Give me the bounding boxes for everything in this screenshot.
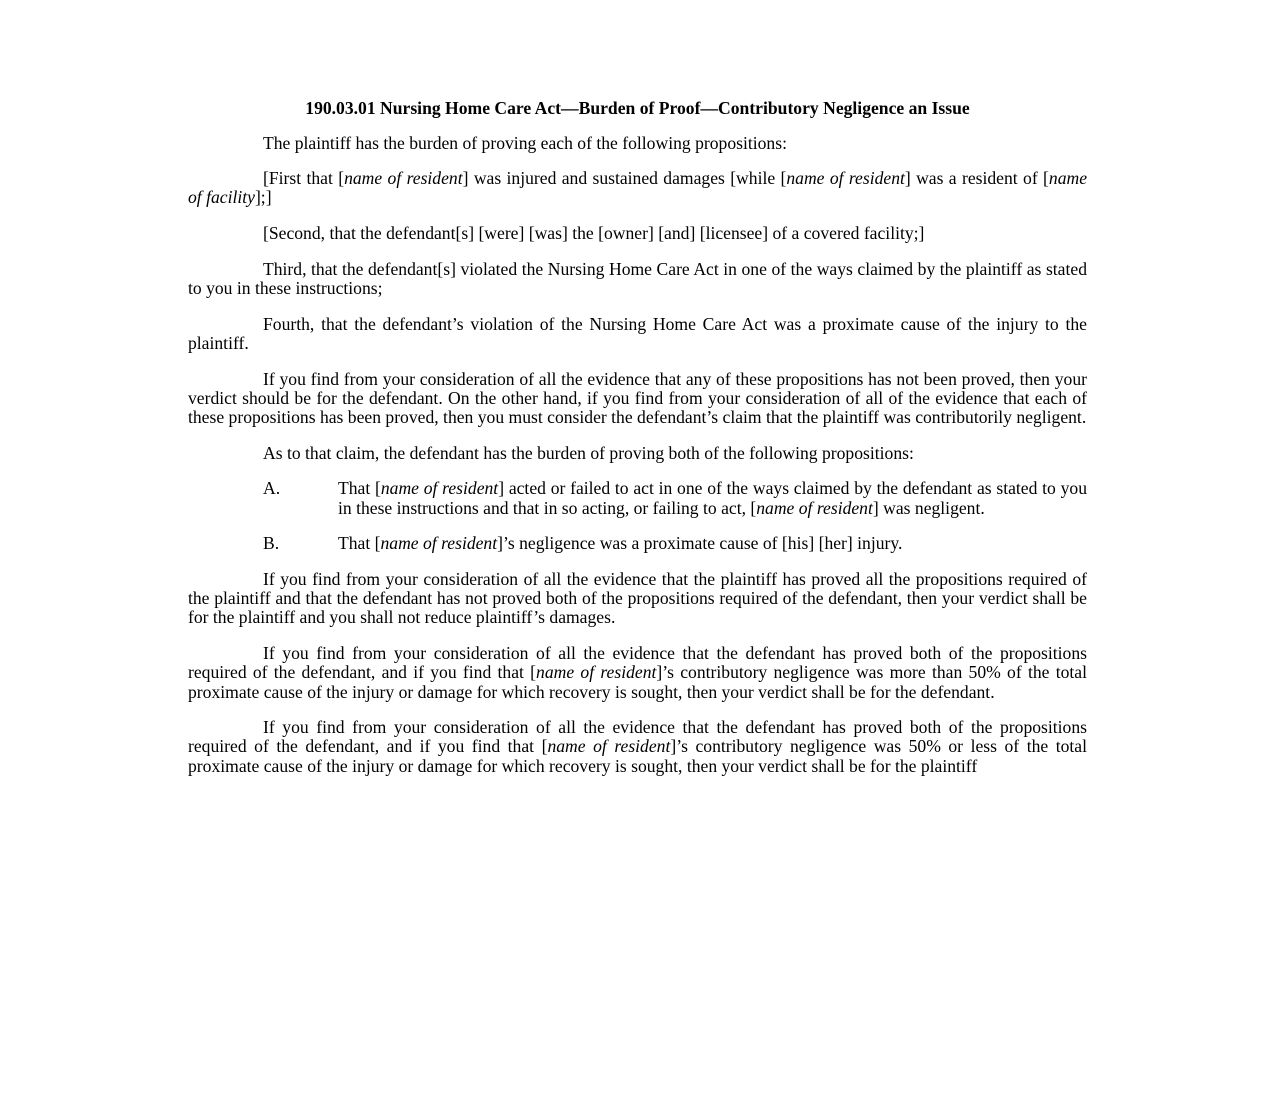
text-run: That [ xyxy=(338,478,381,499)
placeholder-text: name of resident xyxy=(786,168,905,189)
text-run: [First that [ xyxy=(263,168,345,189)
placeholder-text: name of resident xyxy=(380,478,499,499)
text-run: ]’s contributory negligence was more than 50% of the total proximate cause of the injury or damage for which recovery is sought, then your verdict shall be for the defendant. xyxy=(188,662,1088,702)
first-proposition xyxy=(188,169,1087,207)
document-page xyxy=(188,99,1087,792)
text-run: ] was negligent. xyxy=(872,497,985,518)
text-run: ] was a resident of [ xyxy=(904,168,1049,189)
list-label: A. xyxy=(263,478,281,499)
defendant-proposition-a xyxy=(188,479,1087,517)
text-run: ];] xyxy=(254,187,272,208)
list-label: B. xyxy=(263,533,280,554)
third-proposition: Third, that the defendant[s] violated the Nursing Home Care Act in one of the ways claimed by the plaintiff as stated to you in these instructions; xyxy=(188,258,1087,299)
50-or-less-paragraph xyxy=(188,718,1087,776)
second-proposition: [Second, that the defendant[s] [were] [was] the [owner] [and] [licensee] of a covered facility;] xyxy=(263,223,925,244)
text-run: ]’s contributory negligence was 50% or less of the total proximate cause of the injury or damage for which recovery is sought, then your verdict shall be for the plaintiff xyxy=(188,736,1087,776)
plaintiff-verdict-paragraph: If you find from your consideration of all the evidence that the plaintiff has proved all the propositions required of the plaintiff and that the defendant has not proved both of the propositions required of the defendant, then your verdict shall be for the plaintiff and you shall not reduce plaintiff’s damages. xyxy=(188,569,1087,628)
text-run: If you find from your consideration of all the evidence that the defendant has proved both of the propositions required of the defendant, and if you find that [ xyxy=(188,717,1087,757)
text-run: ]’s negligence was a proximate cause of [his] [her] injury. xyxy=(497,533,903,554)
text-run: If you find from your consideration of all the evidence that the defendant has proved both of the propositions required of the defendant, and if you find that [ xyxy=(188,643,1087,683)
fourth-proposition: Fourth, that the defendant’s violation of the Nursing Home Care Act was a proximate cause of the injury to the plaintiff. xyxy=(188,313,1087,353)
placeholder-text: name of resident xyxy=(756,497,873,518)
placeholder-text: name of resident xyxy=(344,168,463,189)
text-run: That [ xyxy=(338,533,381,554)
placeholder-text: name of facility xyxy=(188,168,1087,208)
not-proved-paragraph: If you find from your consideration of all the evidence that any of these propositions has not been proved, then your verdict should be for the defendant. On the other hand, if you find from your consideration of all of the evidence that each of these propositions has been proved, then you must consider the defendant’s claim that the plaintiff was contributorily negligent. xyxy=(188,368,1087,428)
placeholder-text: name of resident xyxy=(547,736,671,757)
defendant-proposition-b xyxy=(188,534,1087,553)
placeholder-text: name of resident xyxy=(536,662,657,683)
text-run: ] acted or failed to act in one of the ways claimed by the defendant as stated to you in these instructions and that in so acting, or failing to act, [ xyxy=(338,478,1087,518)
placeholder-text: name of resident xyxy=(380,533,498,554)
more-than-50-paragraph xyxy=(188,644,1087,702)
defendant-claim-paragraph: As to that claim, the defendant has the burden of proving both of the following propositions: xyxy=(263,442,914,463)
intro-paragraph: The plaintiff has the burden of proving each of the following propositions: xyxy=(263,132,787,153)
document-title: 190.03.01 Nursing Home Care Act—Burden of Proof—Contributory Negligence an Issue xyxy=(305,98,970,118)
text-run: ] was injured and sustained damages [while [ xyxy=(462,168,787,189)
